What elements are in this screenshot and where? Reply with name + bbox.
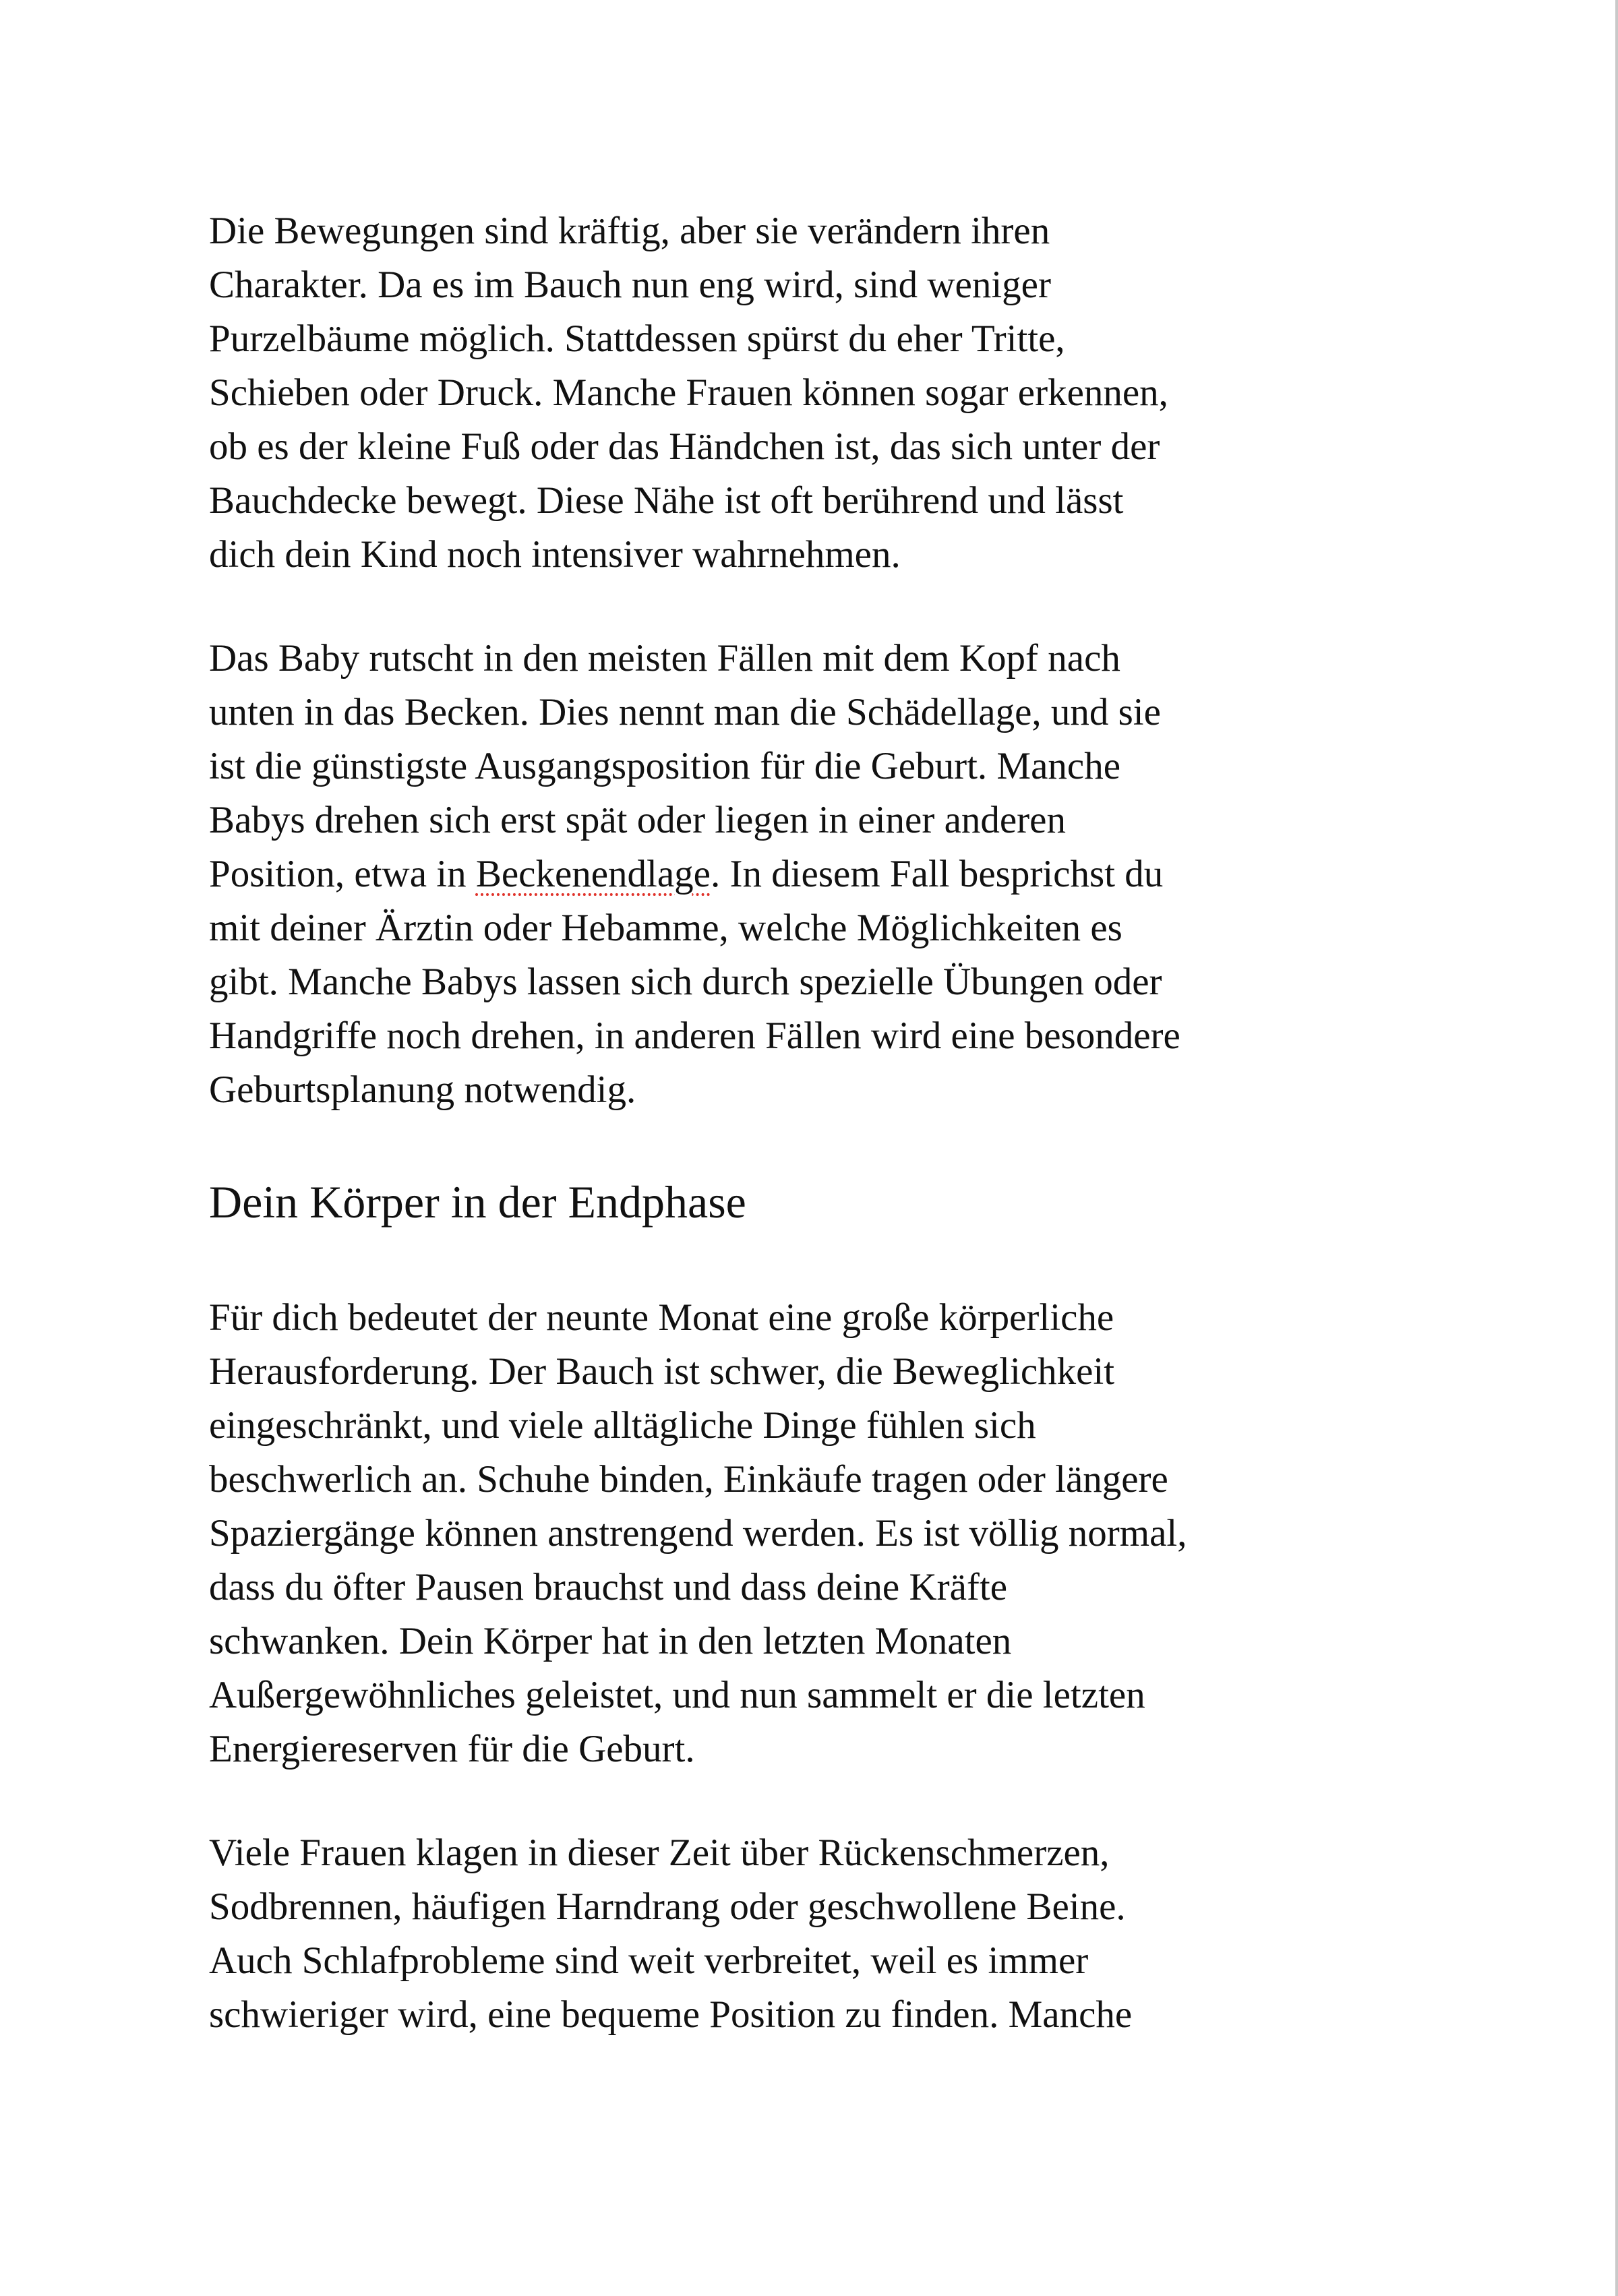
text-line: Handgriffe noch drehen, in anderen Fällen wird eine besondere (209, 1015, 1180, 1057)
text-line: Herausforderung. Der Bauch ist schwer, die Beweglichkeit (209, 1350, 1115, 1393)
text-segment: . In diesem Fall besprichst du (710, 853, 1164, 895)
text-line: Das Baby rutscht in den meisten Fällen mit dem Kopf nach (209, 637, 1120, 679)
page-edge (1615, 0, 1618, 2296)
section-heading: Dein Körper in der Endphase (209, 1176, 746, 1228)
text-line: beschwerlich an. Schuhe binden, Einkäufe tragen oder längere (209, 1458, 1168, 1501)
paragraph-4 (209, 1826, 1132, 2042)
text-line: ob es der kleine Fuß oder das Händchen ist, das sich unter der (209, 425, 1160, 468)
text-line: ist die günstigste Ausgangsposition für die Geburt. Manche (209, 745, 1120, 787)
text-line: Bauchdecke bewegt. Diese Nähe ist oft berührend und lässt (209, 479, 1124, 522)
paragraph-3 (209, 1291, 1187, 1776)
text-line: Sodbrennen, häufigen Harndrang oder geschwollene Beine. (209, 1885, 1126, 1928)
text-line: mit deiner Ärztin oder Hebamme, welche Möglichkeiten es (209, 907, 1122, 949)
text-line: Viele Frauen klagen in dieser Zeit über Rückenschmerzen, (209, 1832, 1110, 1874)
text-line: eingeschränkt, und viele alltägliche Dinge fühlen sich (209, 1404, 1036, 1447)
text-line: schwieriger wird, eine bequeme Position zu finden. Manche (209, 1993, 1133, 2036)
text-line: Charakter. Da es im Bauch nun eng wird, sind weniger (209, 264, 1051, 306)
paragraph-2 (209, 632, 1180, 1117)
text-line: Schieben oder Druck. Manche Frauen können sogar erkennen, (209, 371, 1168, 414)
text-line: Spaziergänge können anstrengend werden. Es ist völlig normal, (209, 1512, 1187, 1554)
text-line: Energiereserven für die Geburt. (209, 1728, 695, 1770)
text-line: Purzelbäume möglich. Stattdessen spürst du eher Tritte, (209, 318, 1065, 360)
text-line: Babys drehen sich erst spät oder liegen in einer anderen (209, 799, 1066, 841)
text-line: Für dich bedeutet der neunte Monat eine große körperliche (209, 1296, 1114, 1339)
text-line (209, 847, 1180, 901)
text-line: gibt. Manche Babys lassen sich durch spezielle Übungen oder (209, 961, 1162, 1003)
text-line: dass du öfter Pausen brauchst und dass deine Kräfte (209, 1566, 1008, 1608)
text-line: Geburtsplanung notwendig. (209, 1068, 636, 1111)
text-line: Auch Schlafprobleme sind weit verbreitet, weil es immer (209, 1939, 1089, 1982)
text-line: Außergewöhnliches geleistet, und nun sammelt er die letzten (209, 1674, 1145, 1716)
text-line: dich dein Kind noch intensiver wahrnehmen. (209, 533, 901, 576)
text-line: schwanken. Dein Körper hat in den letzten Monaten (209, 1620, 1012, 1662)
misspelled-word[interactable]: Beckenendlage (475, 853, 711, 895)
text-segment: Position, etwa in (209, 853, 476, 895)
paragraph-1 (209, 204, 1168, 582)
text-line: unten in das Becken. Dies nennt man die Schädellage, und sie (209, 691, 1161, 733)
text-line: Die Bewegungen sind kräftig, aber sie verändern ihren (209, 210, 1050, 252)
